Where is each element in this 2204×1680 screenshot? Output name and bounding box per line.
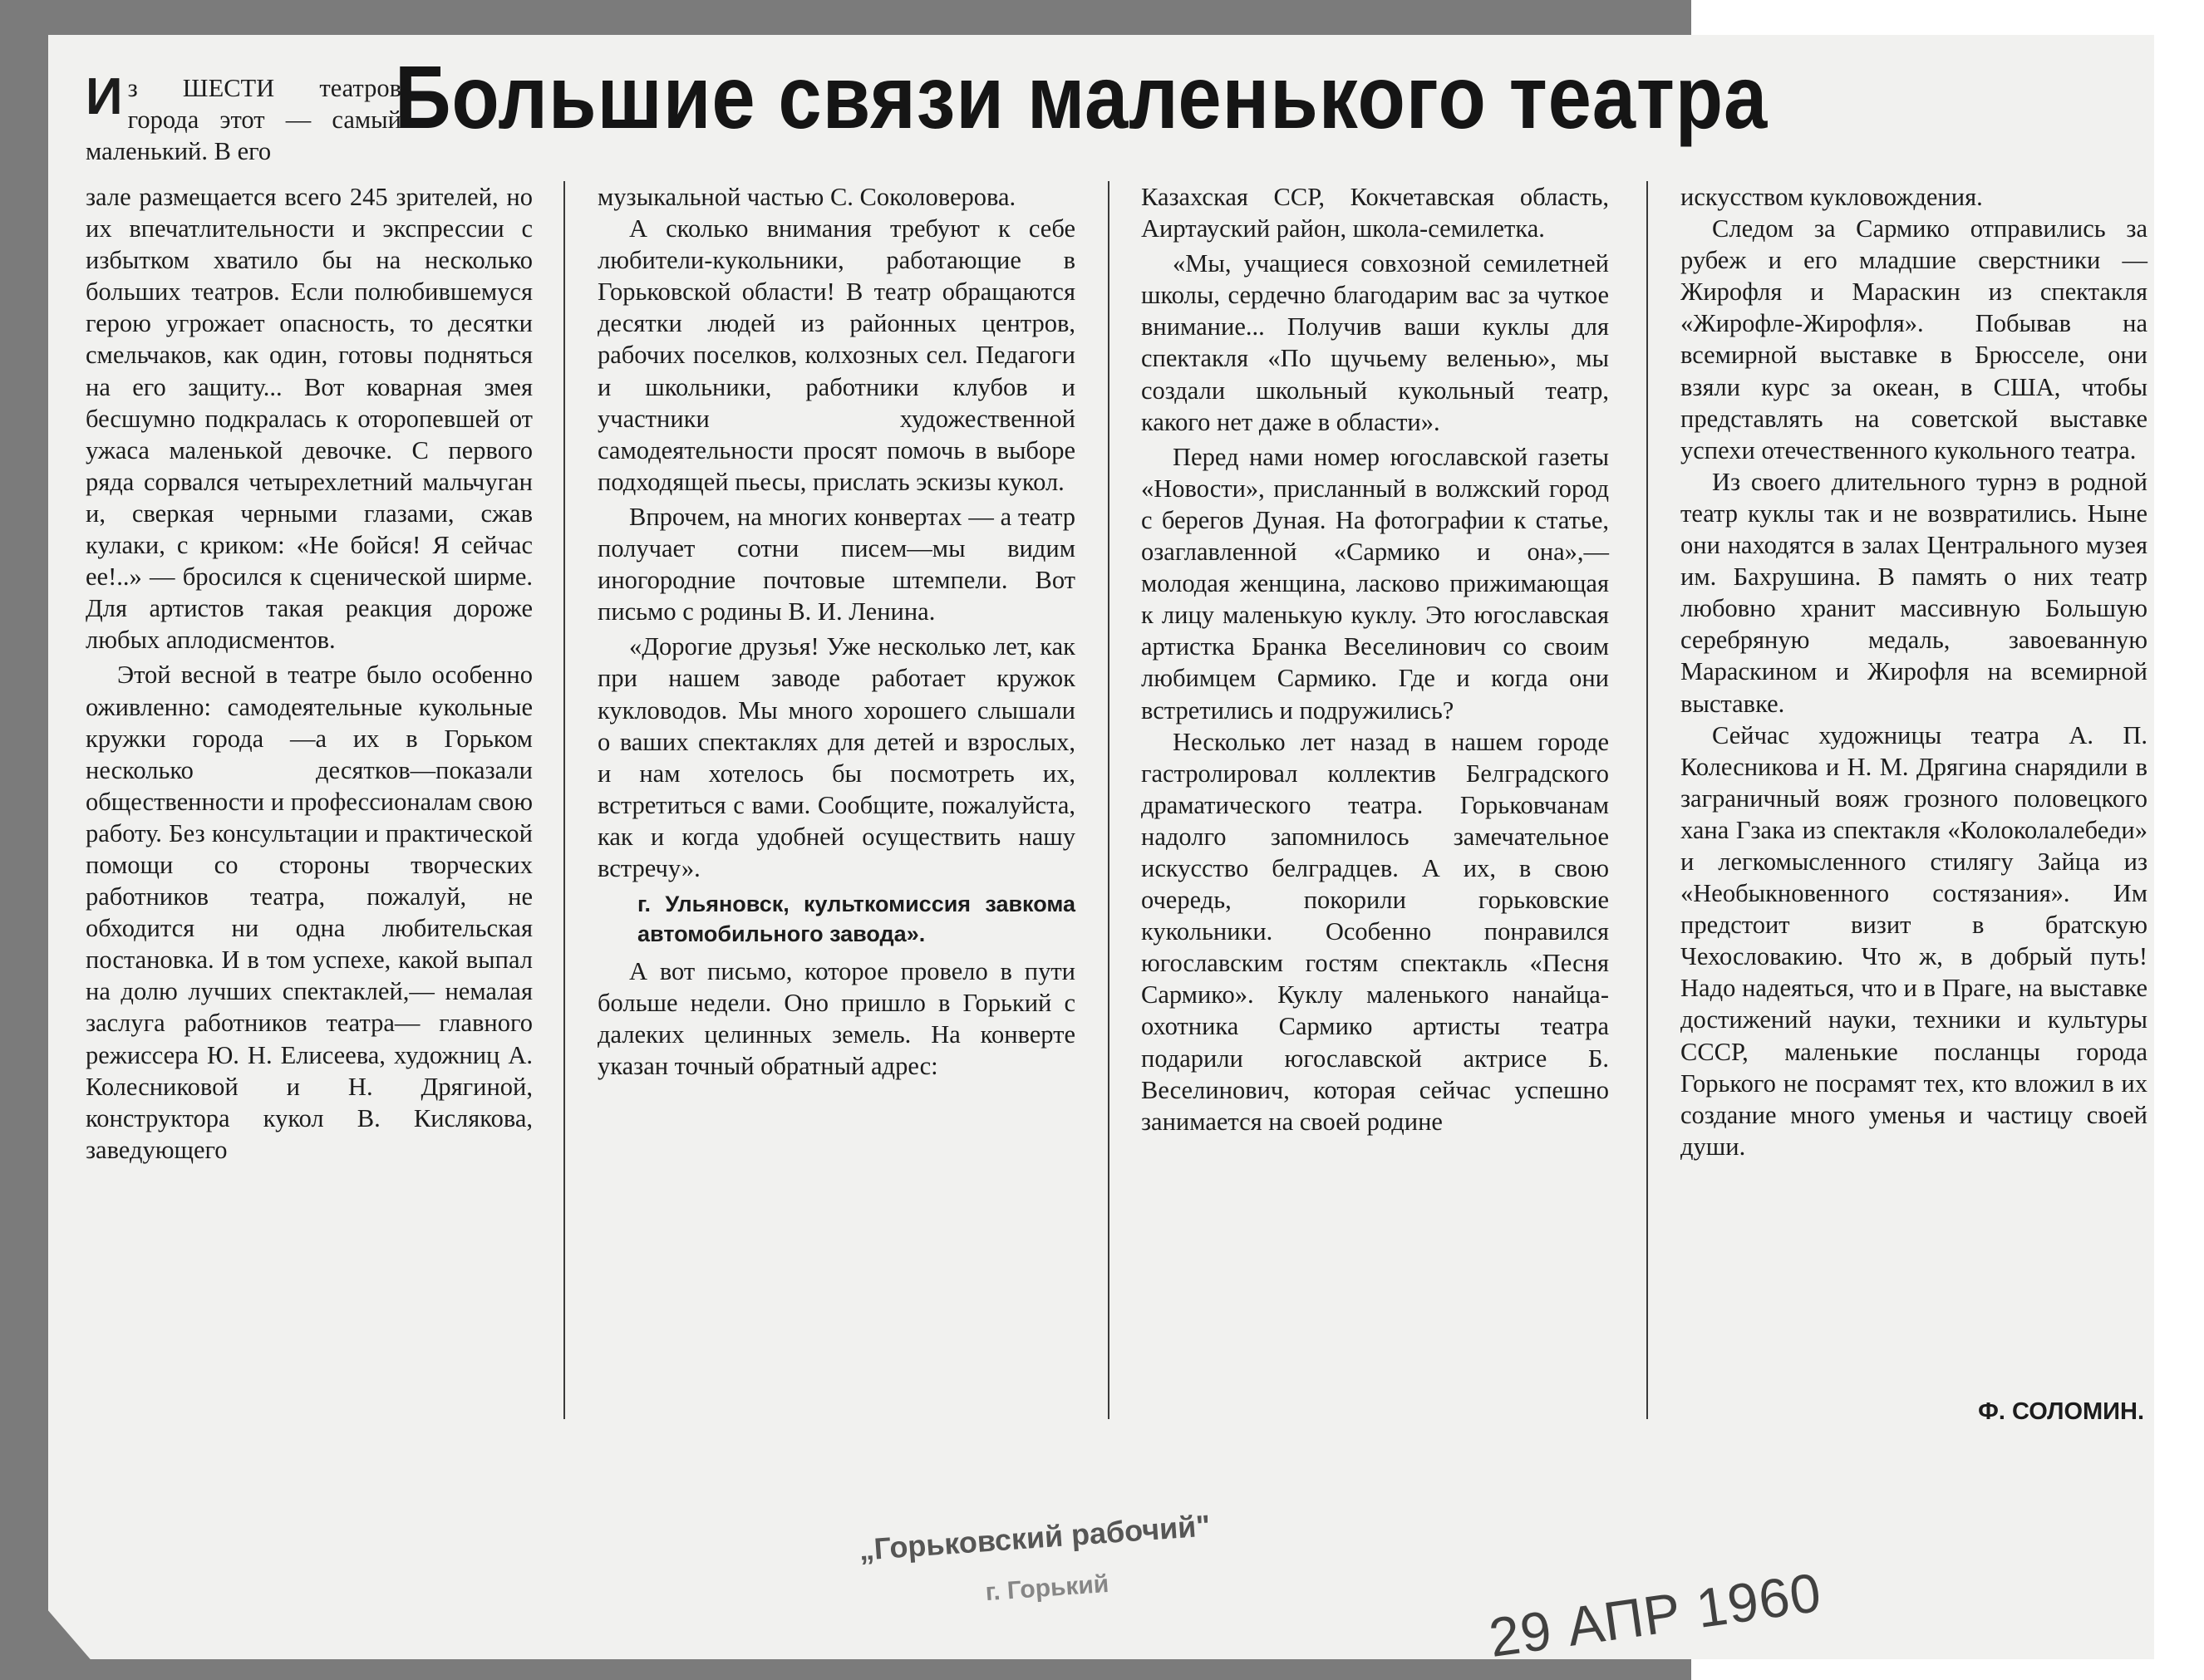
article-column-2	[598, 181, 1075, 1082]
paragraph: искусством кукловождения.	[1680, 183, 1983, 211]
letter-quote: «Дорогие друзья! Уже несколько лет, как при нашем заводе работает кружок кукловодов. Мы много хорошего слышали о ваших спектаклях для детей и взрослых, и нам хотелось бы посмотреть их, встретиться с вами. Сообщите, пожалуйста, как и когда удобней осуществить нашу встречу».	[598, 632, 1075, 882]
paragraph: Из своего длительного турнэ в родной театр куклы так и не возвратились. Ныне они находятся в залах Центрального музея им. Бахрушина. В память о них театр любовно хранит массивную Большую серебряную медаль, завоеванную Мараскином и Жирофля на всемирной выставке.	[1680, 467, 2147, 718]
author-byline: Ф. СОЛОМИН.	[1978, 1398, 2144, 1425]
intro-text: з ШЕСТИ театров города этот — самый маленький. В его	[86, 74, 401, 166]
paragraph: А сколько внимания требуют к себе любители-кукольники, работающие в Горьковской области! В театр обращаются десятки людей из районных центров, рабочих поселков, колхозных сел. Педагоги и школьники, работники клубов и участники художественной самодеятельности просят помочь в выборе подходящей пьесы, прислать эскизы кукол.	[598, 214, 1075, 496]
article-column-3	[1141, 181, 1609, 1137]
article-column-1	[86, 181, 533, 1166]
paragraph: Сейчас художницы театра А. П. Колесникова и Н. М. Дрягина снарядили в заграничный вояж грозного половецкого хана Гзака из спектакля «Колоколалебеди» и легкомысленного стилягу Зайца из «Необыкновенного состязания». Им предстоит визит в братскую Чехословакию. Что ж, в добрый путь! Надо надеяться, что и в Праге, на выставке достижений науки, техники и культуры СССР, маленькие посланцы города Горького не посрамят тех, кто вложил в их создание много уменья и частицу своей души.	[1680, 720, 2147, 1161]
paragraph: Следом за Сармико отправились за рубеж и его младшие сверстники — Жирофля и Мараскин из спектакля «Жирофле-Жирофля». Побывав на всемирной выставке в Брюсселе, они взяли курс за океан, в США, чтобы представлять на советской выставке успехи отечественного кукольного театра.	[1680, 214, 2147, 464]
paragraph: Несколько лет назад в нашем городе гастролировал коллектив Белградского драматического театра. Горьковчанам надолго запомнилось замечательное искусство белградцев. А их, в свою очередь, покорили горьковские кукольники. Особенно понравился югославским гостям спектакль «Песня Сармико». Куклу маленького нанайца-охотника Сармико артисты театра подарили югославской актрисе Б. Веселинович, которая сейчас успешно занимается на своей родине	[1141, 727, 1609, 1136]
column-rule	[1646, 181, 1648, 1419]
paragraph: Этой весной в театре было особенно оживленно: самодеятельные кукольные кружки города —а их в Горьком несколько десятков—показали общественности и профессионалам свою работу. Без консультации и практической помощи со стороны творческих работников театра, пожалуй, не обходится ни одна любительская постановка. И в том успехе, какой выпал на долю лучших спектаклей,— немалая заслуга работников театра— главного режиссера Ю. Н. Елисеева, художниц А. Колесниковой и Н. Дрягиной, конструктора кукол В. Кислякова, заведующего	[86, 661, 533, 1164]
paragraph: А вот письмо, которое провело в пути больше недели. Оно пришло в Горький с далеких целинных земель. На конверте указан точный обратный адрес:	[598, 957, 1075, 1081]
paragraph: Перед нами номер югославской газеты «Новости», присланный в волжский город с берегов Дуная. На фотографии к статье, озаглавленной «Сармико и она»,— молодая женщина, ласково прижимающая к лицу маленькую куклу. Это югославская артистка Бранка Веселинович со своим любимцем Сармико. Где и когда они встретились и подружились?	[1141, 442, 1609, 725]
article-intro	[86, 68, 401, 167]
letter-signature: г. Ульяновск, культкомиссия завкома автомобильного завода».	[637, 892, 1075, 947]
drop-cap: И	[86, 68, 123, 125]
city-stamp: г. Горький	[984, 1569, 1110, 1607]
article-headline: Большие связи маленького театра	[395, 47, 1769, 147]
date-stamp: 29 АПР 1960	[1485, 1560, 1826, 1669]
paragraph: Впрочем, на многих конвертах — а театр получает сотни писем—мы видим иногородние почтовые штемпели. Вот письмо с родины В. И. Ленина.	[598, 502, 1075, 626]
column-rule	[563, 181, 565, 1419]
paragraph: зале размещается всего 245 зрителей, но их впечатлительности и экспрессии с избытком хватило бы на несколько больших театров. Если полюбившемуся герою угрожает опасность, то десятки смельчаков, как один, готовы подняться на его защиту... Вот коварная змея бесшумно подкралась к оторопевшей от ужаса маленькой девочке. С первого ряда сорвался четырехлетний мальчуган и, сверкая черными глазами, сжав кулаки, с криком: «Не бойся! Я сейчас ее!..» — бросился к сценической ширме. Для артистов такая реакция дороже любых аплодисментов.	[86, 183, 533, 655]
newspaper-stamp: „Горьковский рабочий"	[858, 1508, 1212, 1567]
column-rule	[1108, 181, 1109, 1419]
article-column-4	[1680, 181, 2147, 1162]
paragraph: музыкальной частью С. Соколоверова.	[598, 183, 1016, 211]
letter-quote: «Мы, учащиеся совхозной семилетней школы, сердечно благодарим вас за чуткое внимание... Получив ваши куклы для спектакля «По щучьему веленью», мы создали школьный кукольный театр, какого нет даже в области».	[1141, 249, 1609, 436]
paragraph: Казахская ССР, Кокчетавская область, Аиртауский район, школа-семилетка.	[1141, 183, 1609, 243]
